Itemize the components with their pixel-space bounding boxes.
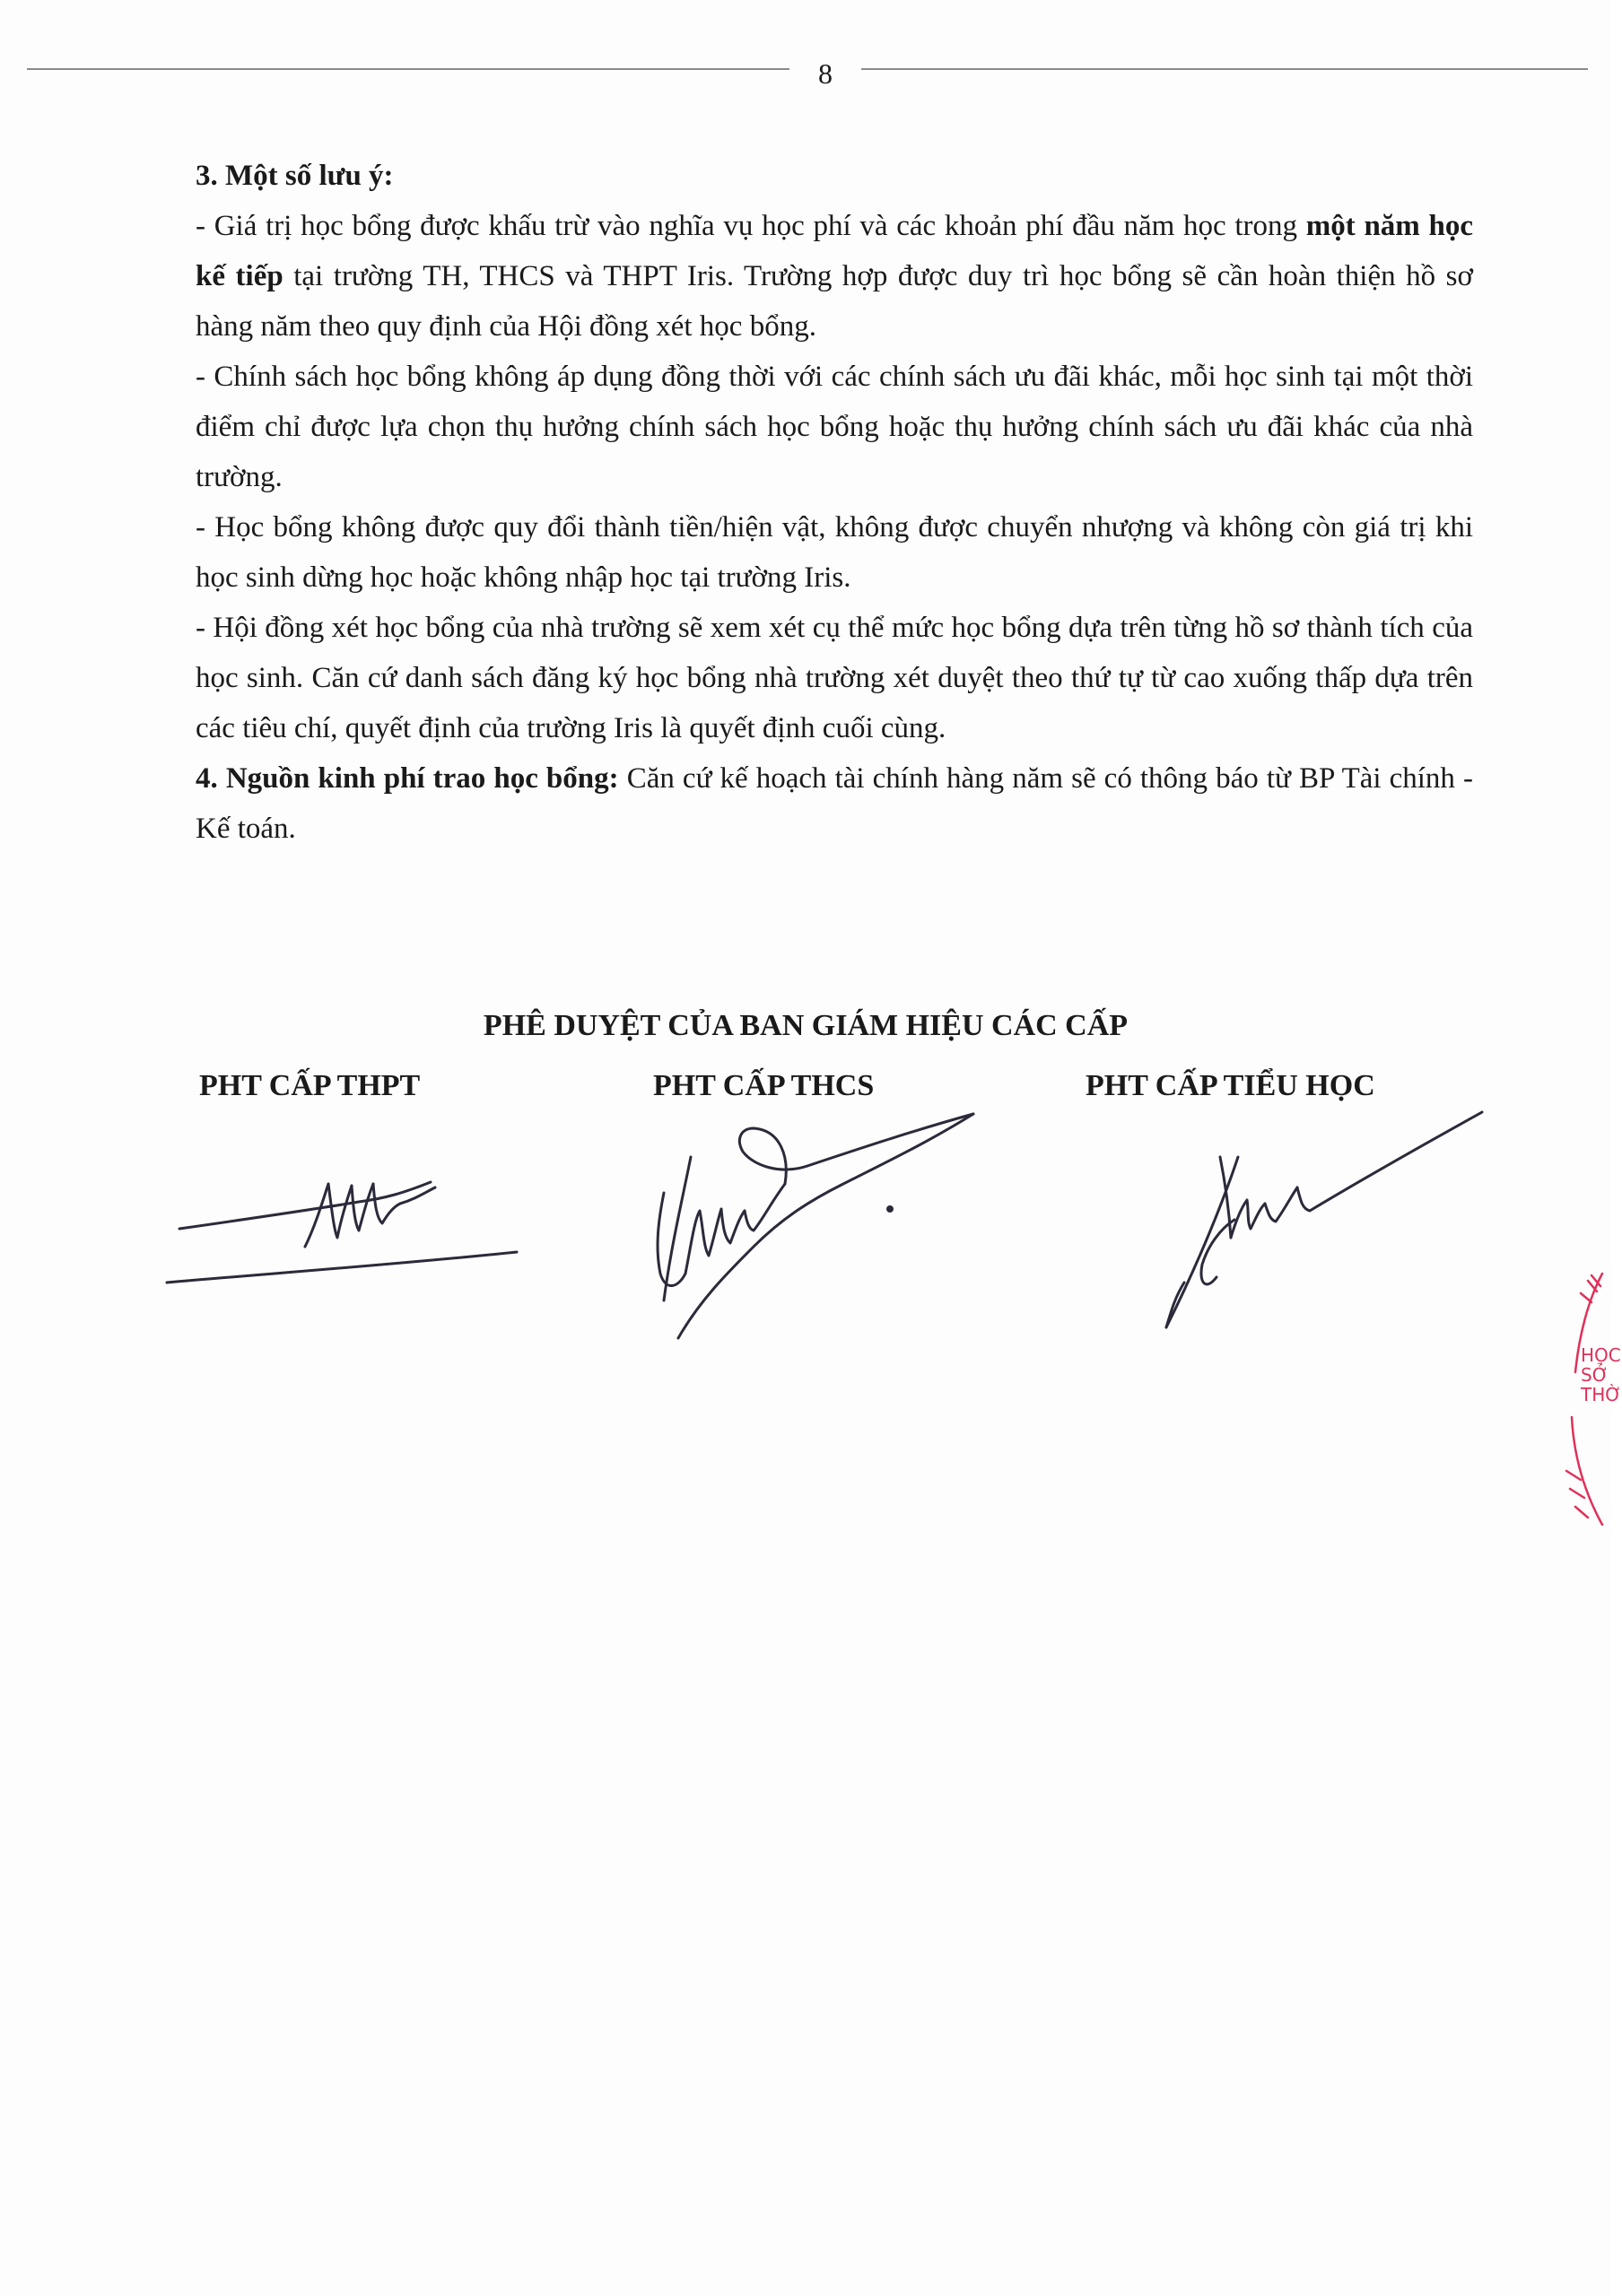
note-item-2: - Chính sách học bổng không áp dụng đồng thời với các chính sách ưu đãi khác, mỗi học sinh tại một thời điểm chỉ được lựa chọn thụ hưởng chính sách học bổng hoặc thụ hưởng chính sách ưu đãi khác của nhà trường. [196, 361, 1473, 493]
note-item-1-part2: tại trường TH, THCS và THPT Iris. Trường hợp được duy trì học bổng sẽ cần hoàn thiện hồ sơ hàng năm theo quy định của Hội đồng xét học bổng. [196, 260, 1473, 343]
note-item-1 [196, 201, 1473, 352]
document-body [196, 151, 1473, 854]
section-3-heading: 3. Một số lưu ý: [196, 160, 394, 192]
note-item-1-bold: một năm học kế tiếp [196, 210, 1474, 292]
note-item-4: - Hội đồng xét học bổng của nhà trường sẽ xem xét cụ thể mức học bổng dựa trên từng hồ sơ thành tích của học sinh. Căn cứ danh sách đăng ký học bổng nhà trường xét duyệt theo thứ tự từ cao xuống thấp dựa trên các tiêu chí, quyết định của trường Iris là quyết định cuối cùng. [196, 612, 1473, 744]
stamp-line-1: HỌC [1581, 1344, 1621, 1366]
signature-tieu-hoc [1148, 1094, 1498, 1336]
section-4 [196, 753, 1473, 854]
stamp-text [1581, 1345, 1622, 1405]
stamp-line-3: THỜ [1581, 1384, 1622, 1405]
section-4-text: Căn cứ kế hoạch tài chính hàng năm sẽ có thông báo từ BP Tài chính - Kế toán. [196, 762, 1473, 845]
stamp-line-2: SỞ [1581, 1364, 1609, 1386]
page-number: 8 [789, 59, 861, 88]
signature-thpt [161, 1148, 538, 1300]
official-stamp-fragment [1561, 1265, 1622, 1534]
section-4-heading: 4. Nguồn kinh phí trao học bổng: [196, 762, 619, 795]
signer-label-thcs: PHT CẤP THCS [653, 1069, 875, 1102]
signature-thcs [628, 1103, 1005, 1345]
approval-title: PHÊ DUYỆT CỦA BAN GIÁM HIỆU CÁC CẤP [483, 1009, 1129, 1042]
note-item-1-part1: - Giá trị học bổng được khấu trừ vào nghĩa vụ học phí và các khoản phí đầu năm học trong [196, 210, 1306, 242]
note-item-3: - Học bổng không được quy đổi thành tiền/hiện vật, không được chuyển nhượng và không còn giá trị khi học sinh dừng học hoặc không nhập học tại trường Iris. [196, 511, 1473, 594]
signer-label-tieu-hoc: PHT CẤP TIỂU HỌC [1086, 1069, 1375, 1102]
signer-label-thpt: PHT CẤP THPT [199, 1069, 421, 1102]
